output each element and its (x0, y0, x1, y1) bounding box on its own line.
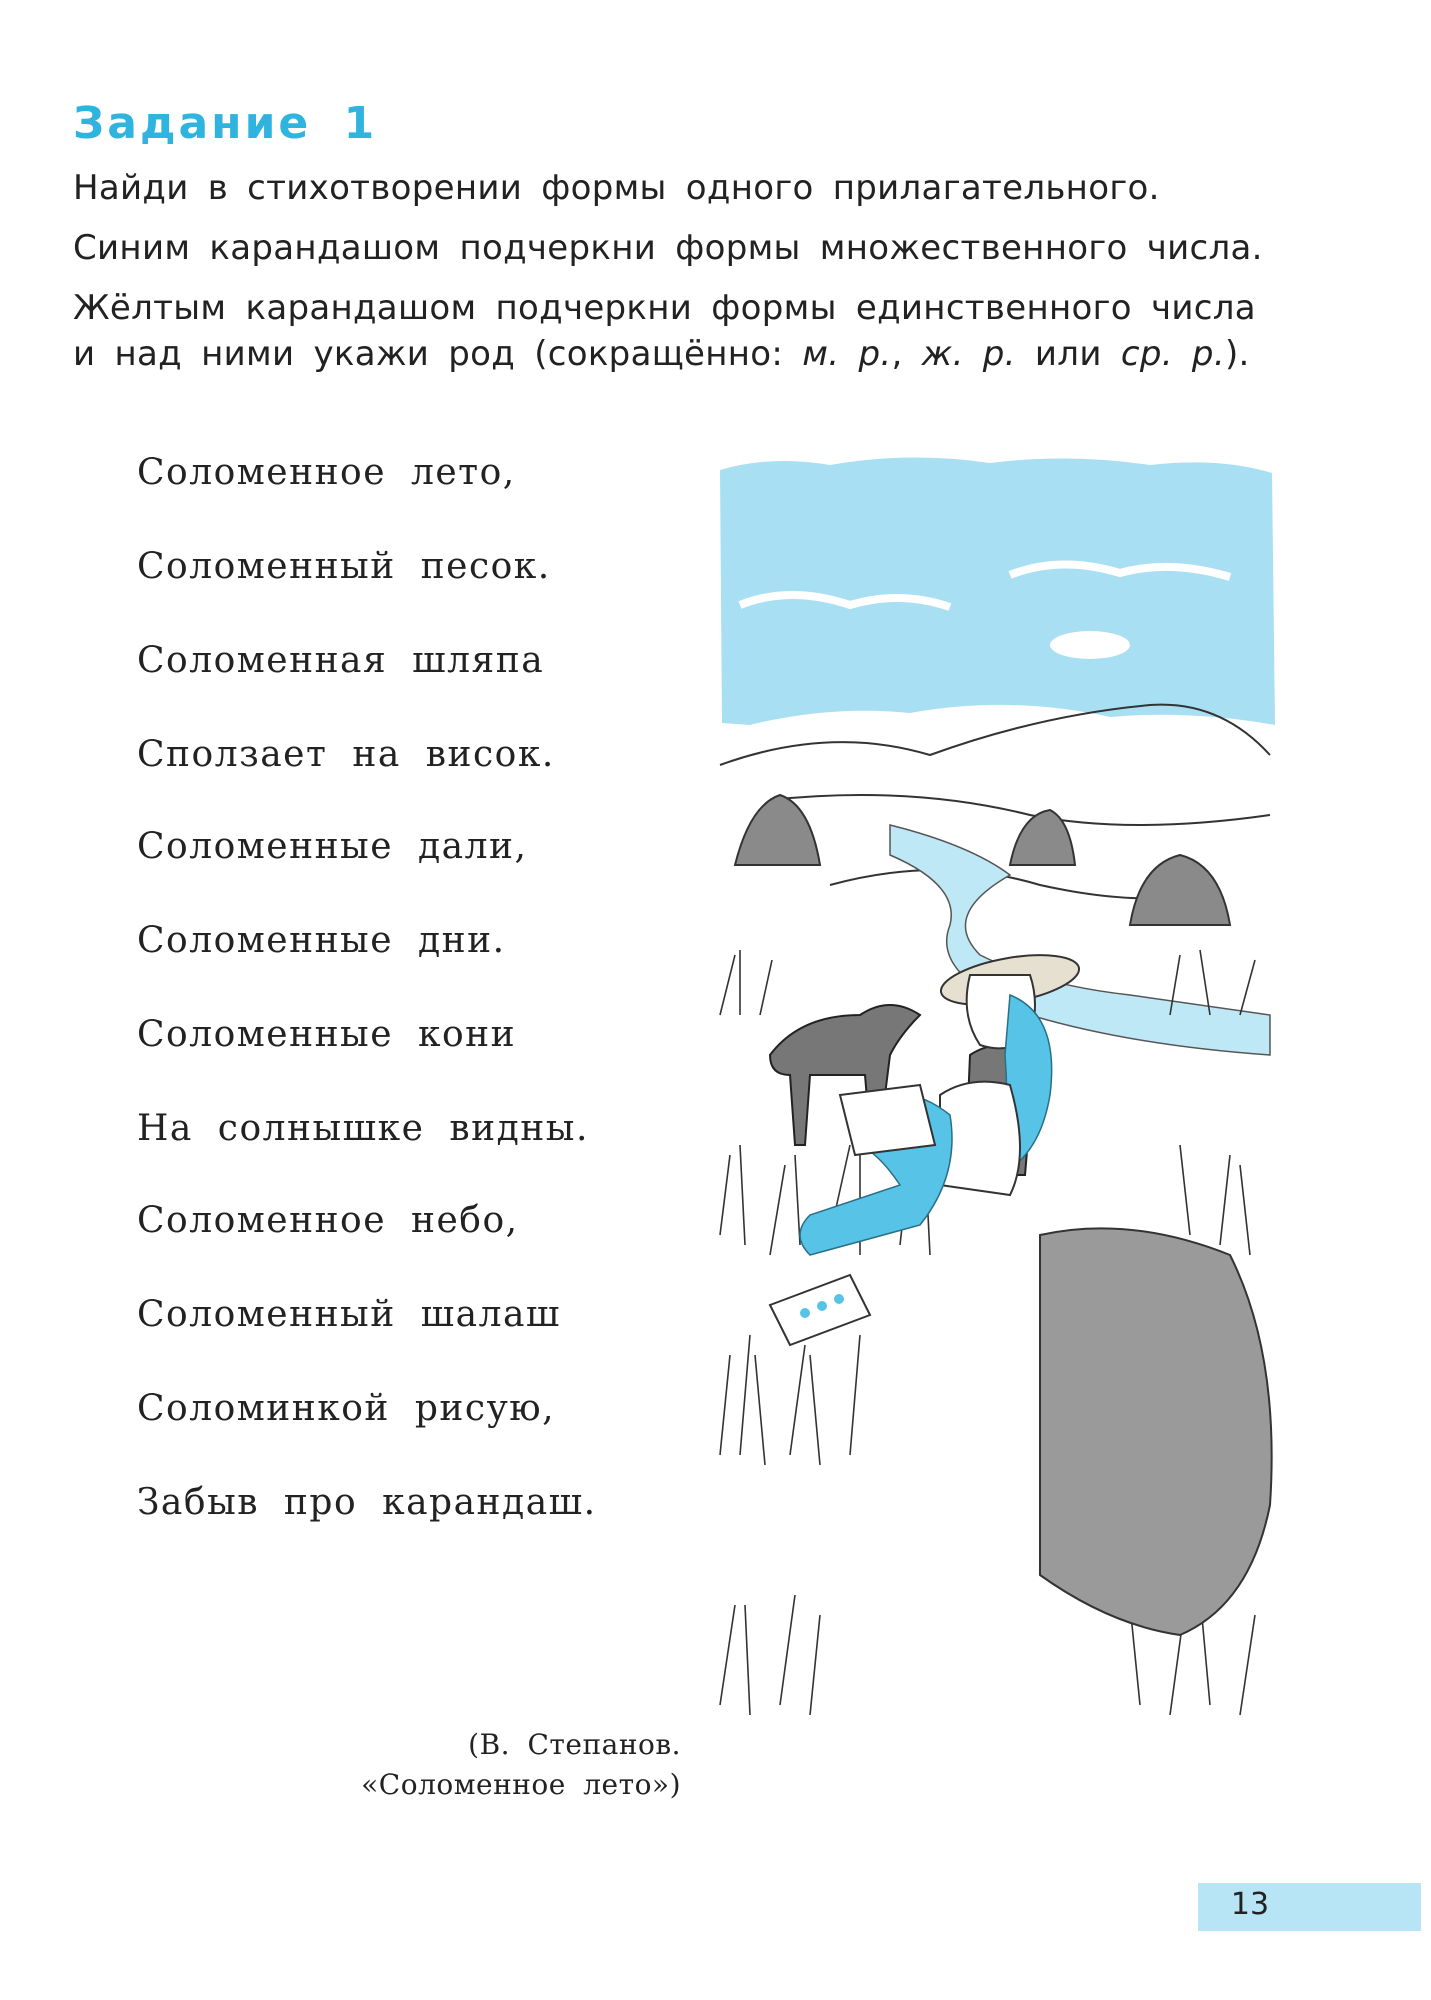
paint-box-icon (770, 1275, 870, 1345)
poem-line: Соломенные дали, (137, 826, 528, 867)
instruction-3-line-2 (73, 331, 1273, 377)
poem-line: Соломенные дни. (137, 920, 506, 961)
instruction-1: Найди в стихотворении формы одного прилагательного. (73, 168, 1160, 208)
abbr-neuter: ср. р. (1120, 334, 1225, 374)
instruction-3-sep-2: или (1015, 334, 1121, 374)
poem-line: Сползает на висок. (137, 734, 555, 775)
poem-line: Соломенный шалаш (137, 1294, 561, 1335)
task-title: Задание 1 (73, 98, 378, 149)
large-haystack-icon (1040, 1228, 1272, 1635)
abbr-masculine: м. р. (802, 334, 892, 374)
instruction-3 (73, 285, 1273, 377)
poem (137, 452, 597, 1577)
poem-line: Соломенные кони (137, 1014, 517, 1055)
stanza-2 (137, 826, 597, 1149)
girl-drawing-icon (800, 946, 1083, 1255)
stanza-1 (137, 452, 597, 775)
poem-line: Соломинкой рисую, (137, 1388, 556, 1429)
page-number-box (1198, 1883, 1421, 1931)
instruction-3-prefix: и над ними укажи род (сокращённо: (73, 334, 803, 374)
poem-line: Соломенное небо, (137, 1200, 519, 1241)
page-number: 13 (1230, 1887, 1270, 1922)
river-icon (890, 825, 1270, 1055)
poem-line: Соломенное лето, (137, 452, 516, 493)
sky-cloud-icon (720, 457, 1275, 725)
field-illustration (710, 455, 1280, 1785)
stanza-3 (137, 1200, 597, 1523)
abbr-feminine: ж. р. (921, 334, 1016, 374)
poem-line: Забыв про карандаш. (137, 1482, 597, 1523)
poem-line: Соломенная шляпа (137, 640, 545, 681)
instruction-3-line-1: Жёлтым карандашом подчеркни формы единственного числа (73, 288, 1256, 328)
instruction-3-sep-1: , (891, 334, 922, 374)
poem-source-title: «Соломенное лето») (361, 1768, 681, 1801)
author-name: (В. Степанов. (468, 1728, 681, 1761)
poem-line: На солнышке видны. (137, 1108, 589, 1149)
poem-attribution (361, 1725, 681, 1805)
instruction-3-suffix: ). (1224, 334, 1250, 374)
instruction-2: Синим карандашом подчеркни формы множественного числа. (73, 228, 1263, 268)
poem-line: Соломенный песок. (137, 546, 551, 587)
